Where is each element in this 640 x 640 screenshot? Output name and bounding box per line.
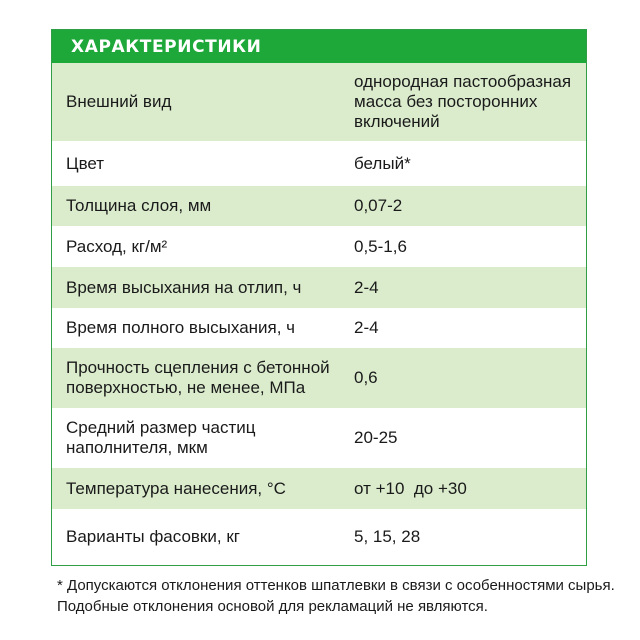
row-label: Температура нанесения, °С (52, 468, 342, 509)
characteristics-table (52, 63, 586, 565)
row-label: Варианты фасовки, кг (52, 509, 342, 565)
table-row (52, 509, 586, 565)
row-value: 0,07-2 (342, 186, 586, 226)
row-value: белый* (342, 141, 586, 186)
row-label: Время высыхания на отлип, ч (52, 267, 342, 308)
characteristics-title: ХАРАКТЕРИСТИКИ (71, 36, 262, 57)
table-row (52, 468, 586, 509)
characteristics-card (51, 29, 587, 566)
row-label: Цвет (52, 141, 342, 186)
row-value: 0,5-1,6 (342, 226, 586, 267)
characteristics-header (52, 30, 586, 63)
row-value: 2-4 (342, 267, 586, 308)
footnote: * Допускаются отклонения оттенков шпатлевки в связи с особенностями сырья. Подобные отклонения основой для рекламаций не являются. (57, 577, 615, 615)
table-row (52, 186, 586, 226)
table-row (52, 408, 586, 468)
table-row (52, 63, 586, 141)
row-value: 2-4 (342, 308, 586, 348)
row-value: 20-25 (342, 408, 586, 468)
table-row (52, 226, 586, 267)
row-label: Средний размер частиц наполнителя, мкм (52, 408, 342, 468)
table-row (52, 308, 586, 348)
row-value: от +10 до +30 (342, 468, 586, 509)
row-label: Толщина слоя, мм (52, 186, 342, 226)
table-row (52, 267, 586, 308)
row-value: 5, 15, 28 (342, 509, 586, 565)
row-label: Внешний вид (52, 63, 342, 141)
table-row (52, 141, 586, 186)
row-label: Расход, кг/м² (52, 226, 342, 267)
row-value: однородная пастообразная масса без посторонних включений (342, 63, 586, 141)
row-label: Прочность сцепления с бетонной поверхностью, не менее, МПа (52, 348, 342, 408)
row-value: 0,6 (342, 348, 586, 408)
table-row (52, 348, 586, 408)
row-label: Время полного высыхания, ч (52, 308, 342, 348)
